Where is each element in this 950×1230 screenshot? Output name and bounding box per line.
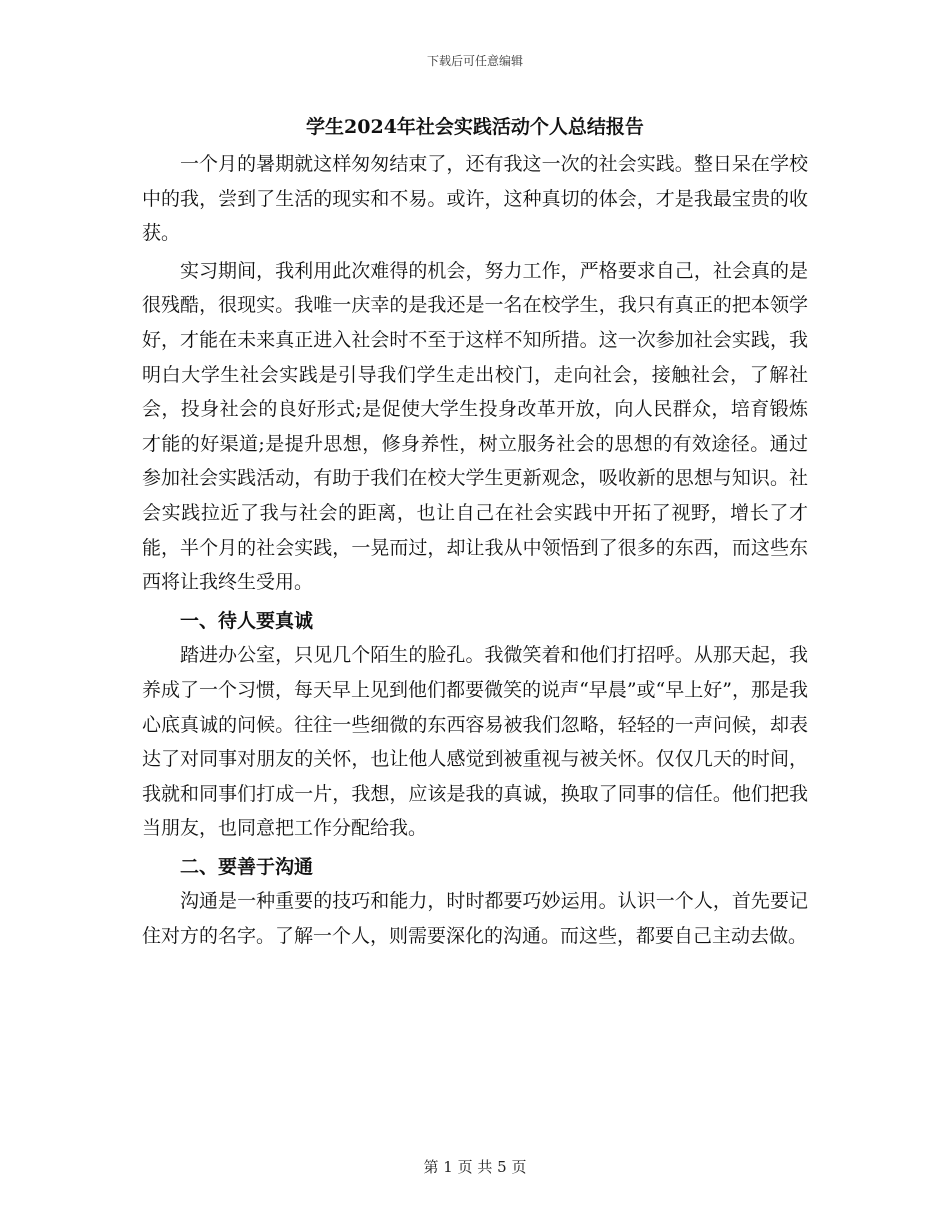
paragraph-internship: 实习期间，我利用此次难得的机会，努力工作，严格要求自己，社会真的是很残酷，很现实。我唯一庆幸的是我还是一名在校学生，我只有真正的把本领学好，才能在未来真正进入社会时不至于这样不知所措。这一次参加社会实践，我明白大学生社会实践是引导我们学生走出校门，走向社会，接触社会，了解社会，投身社会的良好形式;是促使大学生投身改革开放，向人民群众，培育锻炼才能的好渠道;是提升思想，修身养性，树立服务社会的思想的有效途径。通过参加社会实践活动，有助于我们在校大学生更新观念，吸收新的思想与知识。社会实践拉近了我与社会的距离，也让自己在社会实践中开拓了视野，增长了才能，半个月的社会实践，一晃而过，却让我从中领悟到了很多的东西，而这些东西将让我终生受用。 bbox=[142, 259, 808, 594]
paragraph-sincerity: 踏进办公室，只见几个陌生的脸孔。我微笑着和他们打招呼。从那天起，我养成了一个习惯，每天早上见到他们都要微笑的说声“早晨”或“早上好”，那是我心底真诚的问候。往往一些细微的东西容易被我们忽略，轻轻的一声问候，却表达了对同事对朋友的关怀，也让他人感觉到被重视与被关怀。仅仅几天的时间，我就和同事们打成一片，我想，应该是我的真诚，换取了同事的信任。他们把我当朋友，也同意把工作分配给我。 bbox=[142, 644, 808, 840]
document-title: 学生2024年社会实践活动个人总结报告 bbox=[306, 116, 644, 138]
document-body bbox=[142, 147, 808, 954]
page-header-note: 下载后可任意编辑 bbox=[426, 54, 523, 68]
section-heading-sincerity: 一、待人要真诚 bbox=[180, 609, 314, 632]
page-footer-page-number: 第 1 页 共 5 页 bbox=[423, 1158, 527, 1176]
section-heading-communication: 二、要善于沟通 bbox=[180, 855, 314, 878]
paragraph-communication: 沟通是一种重要的技巧和能力，时时都要巧妙运用。认识一个人，首先要记住对方的名字。了解一个人，则需要深化的沟通。而这些，都要自己主动去做。 bbox=[142, 890, 808, 948]
paragraph-intro: 一个月的暑期就这样匆匆结束了，还有我这一次的社会实践。整日呆在学校中的我，尝到了生活的现实和不易。或许，这种真切的体会，才是我最宝贵的收获。 bbox=[142, 153, 808, 245]
